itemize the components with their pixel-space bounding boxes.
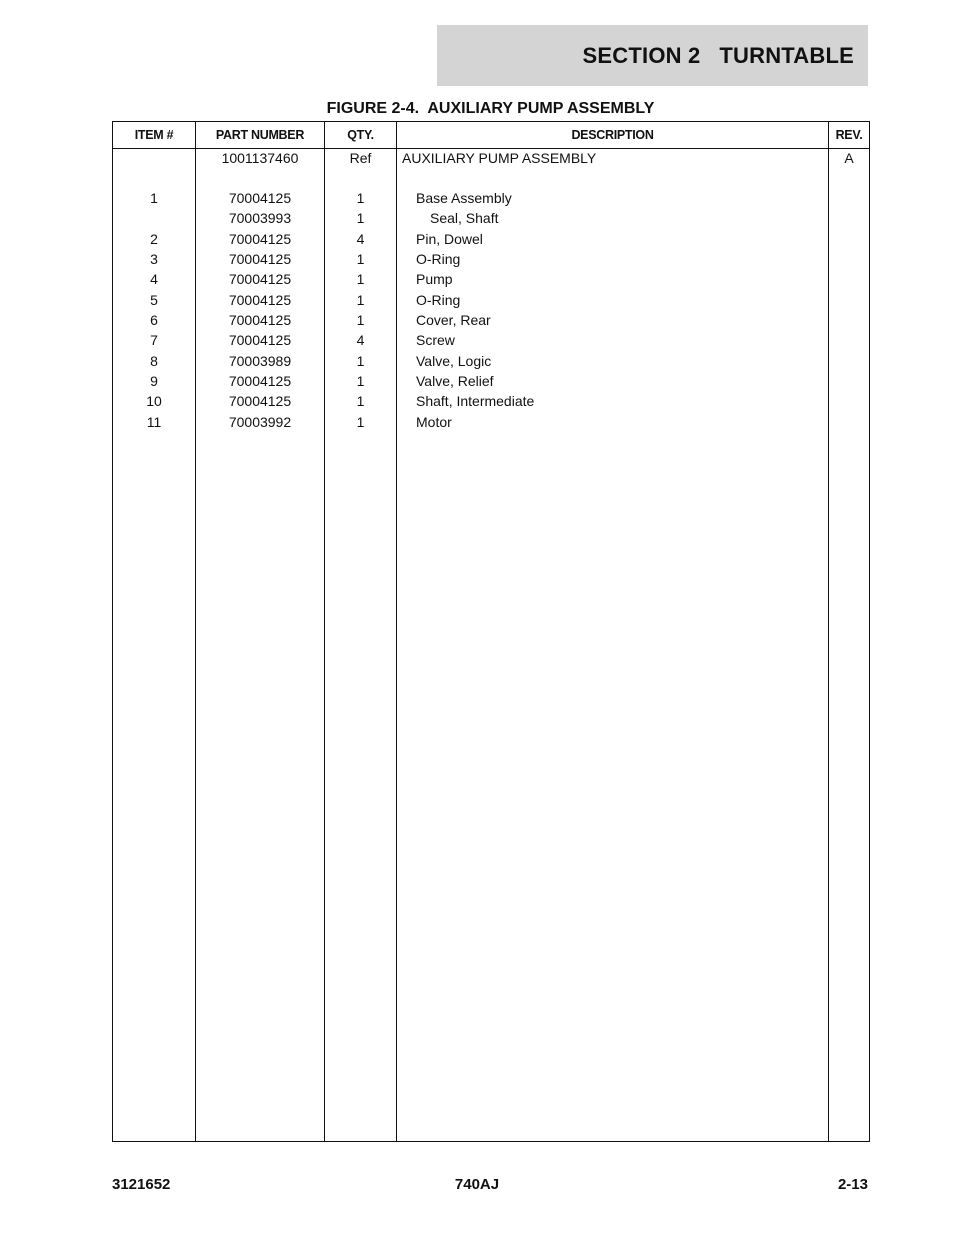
description-cell: Pin, Dowel (416, 231, 483, 247)
item-cell: 4 (150, 271, 158, 287)
footer-model: 740AJ (454, 1176, 500, 1193)
part-number-cell: 70003989 (228, 353, 292, 369)
header-item: ITEM # (134, 128, 174, 142)
description-cell: Screw (416, 332, 455, 348)
section-title: SECTION 2 TURNTABLE (582, 42, 854, 68)
figure-title: FIGURE 2-4. AUXILIARY PUMP ASSEMBLY (326, 100, 655, 117)
table-row (113, 208, 869, 228)
rev-cell: A (844, 150, 854, 166)
item-cell: 8 (150, 353, 158, 369)
table-row (113, 412, 869, 432)
header-part-number: PART NUMBER (215, 128, 305, 142)
rev-cell (829, 208, 869, 228)
item-cell (113, 208, 195, 228)
qty-cell: 1 (356, 353, 365, 369)
rev-cell (829, 351, 869, 371)
part-number-cell: 70004125 (228, 231, 292, 247)
description-cell: Shaft, Intermediate (416, 393, 535, 409)
qty-cell: 1 (356, 210, 365, 226)
section-banner (437, 25, 868, 86)
item-cell: 6 (150, 312, 158, 328)
rev-cell (829, 310, 869, 330)
qty-cell: 4 (356, 231, 365, 247)
item-cell: 5 (150, 292, 158, 308)
item-cell (113, 148, 195, 168)
qty-cell: 1 (356, 312, 365, 328)
item-cell: 11 (146, 414, 162, 430)
table-row (113, 391, 869, 411)
description-cell: Base Assembly (416, 190, 512, 206)
table-row (113, 148, 869, 168)
qty-cell: 1 (356, 271, 365, 287)
table-row (113, 188, 869, 208)
item-cell: 1 (150, 190, 158, 206)
part-number-cell: 70004125 (228, 190, 292, 206)
qty-cell: 1 (356, 251, 365, 267)
part-number-cell: 70004125 (228, 393, 292, 409)
part-number-cell: 70004125 (228, 373, 292, 389)
part-number-cell: 1001137460 (221, 150, 299, 166)
part-number-cell: 70004125 (228, 312, 292, 328)
qty-cell: 1 (356, 393, 365, 409)
item-cell: 10 (146, 393, 162, 409)
part-number-cell: 70004125 (228, 292, 292, 308)
table-row (113, 249, 869, 269)
footer-page-number: 2-13 (837, 1176, 868, 1193)
table-row (113, 269, 869, 289)
description-cell: Valve, Logic (416, 353, 492, 369)
qty-cell: 1 (356, 373, 365, 389)
rev-cell (829, 330, 869, 350)
part-number-cell: 70004125 (228, 271, 292, 287)
table-row (113, 310, 869, 330)
description-cell: O-Ring (416, 251, 461, 267)
part-number-cell: 70003992 (228, 414, 292, 430)
description-cell: Seal, Shaft (430, 210, 499, 226)
description-cell: AUXILIARY PUMP ASSEMBLY (402, 150, 597, 166)
table-row (113, 229, 869, 249)
part-number-cell: 70004125 (228, 332, 292, 348)
description-cell: Motor (416, 414, 452, 430)
qty-cell: 4 (356, 332, 365, 348)
part-number-cell: 70003993 (228, 210, 292, 226)
qty-cell: 1 (356, 292, 365, 308)
table-row (113, 351, 869, 371)
rev-cell (829, 412, 869, 432)
description-cell: Pump (416, 271, 453, 287)
item-cell: 3 (150, 251, 158, 267)
qty-cell: Ref (349, 150, 372, 166)
table-row (113, 371, 869, 391)
item-cell: 9 (150, 373, 158, 389)
table-header (113, 122, 869, 149)
rev-cell (829, 371, 869, 391)
header-description: DESCRIPTION (571, 128, 654, 142)
header-qty: QTY. (347, 128, 374, 142)
rev-cell (829, 229, 869, 249)
parts-table (112, 121, 870, 1142)
rev-cell (829, 269, 869, 289)
header-rev: REV. (835, 128, 863, 142)
qty-cell: 1 (356, 414, 365, 430)
description-cell: Cover, Rear (416, 312, 491, 328)
description-cell: O-Ring (416, 292, 461, 308)
footer-doc-number: 3121652 (112, 1176, 171, 1193)
rev-cell (829, 188, 869, 208)
item-cell: 7 (150, 332, 158, 348)
table-row (113, 290, 869, 310)
table-row (113, 330, 869, 350)
qty-cell: 1 (356, 190, 365, 206)
rev-cell (829, 249, 869, 269)
item-cell: 2 (150, 231, 158, 247)
description-cell: Valve, Relief (416, 373, 494, 389)
rev-cell (829, 290, 869, 310)
rev-cell (829, 391, 869, 411)
part-number-cell: 70004125 (228, 251, 292, 267)
